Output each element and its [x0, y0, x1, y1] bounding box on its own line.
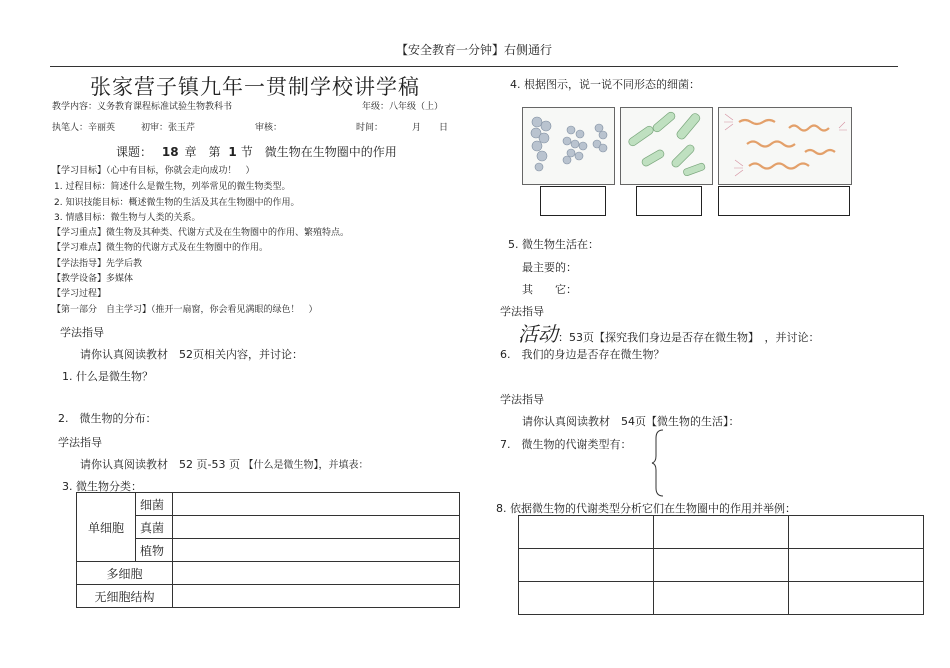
activity-label: 活动 — [518, 322, 558, 346]
spirilla-illustration — [719, 108, 851, 184]
question-8: 8. 依据微生物的代谢类型分析它们在生物圈中的作用并举例： — [496, 502, 796, 515]
study-guide-4: 学法指导 — [500, 393, 544, 406]
question-4: 4. 根据图示，说一说不同形态的细菌： — [510, 78, 700, 91]
answer-cell[interactable] — [519, 582, 654, 615]
study-guide-3: 学法指导 — [500, 305, 544, 318]
cell-multicellular: 多细胞 — [77, 562, 173, 585]
equipment: 【教学设备】多媒体 — [52, 274, 134, 284]
process: 【学习过程】 — [52, 289, 107, 299]
month-label: 月 — [412, 123, 422, 133]
chapter-number: 18 — [161, 145, 179, 159]
read-instruction-4: 请你认真阅读教材 54页【微生物的生活】： — [522, 415, 740, 428]
header-banner: 【安全教育一分钟】右侧通行 — [396, 43, 553, 57]
lesson-prefix: 课题： — [116, 145, 153, 159]
cell-plant: 植物 — [136, 539, 173, 562]
answer-cell[interactable] — [789, 582, 924, 615]
answer-cell[interactable] — [789, 516, 924, 549]
page-title: 张家营子镇九年一贯制学校讲学稿 — [90, 75, 420, 99]
answer-cell[interactable] — [173, 493, 460, 516]
goals-header: 【学习目标】（心中有目标，你就会走向成功！ ） — [52, 166, 255, 176]
cell-acellular: 无细胞结构 — [77, 585, 173, 608]
read-instruction-2-b: 【什么是微生物】，并填表： — [243, 460, 369, 471]
day-label: 日 — [439, 123, 449, 133]
answer-box-spirilla[interactable] — [718, 186, 850, 216]
answer-box-bacilli[interactable] — [636, 186, 702, 216]
read-instruction-1: 请你认真阅读教材 52页相关内容，并讨论： — [80, 348, 303, 361]
answer-cell[interactable] — [173, 585, 460, 608]
left-brace-icon — [650, 428, 666, 498]
role-table — [518, 515, 924, 615]
answer-cell[interactable] — [654, 516, 789, 549]
question-6: 6. 我们的身边是否存在微生物？ — [500, 348, 665, 361]
part-1-header: 【第一部分 自主学习】（推开一扇窗，你会看见满眼的绿色！ ） — [52, 305, 318, 315]
question-2: 2. 微生物的分布： — [58, 412, 157, 425]
writer-label: 执笔人：辛丽英 — [52, 123, 116, 133]
grade-label: 年级：八年级（上） — [362, 102, 444, 112]
section-word: 节 微生物在生物圈中的作用 — [240, 145, 397, 159]
answer-cell[interactable] — [173, 516, 460, 539]
bacilli-bacteria-image — [620, 107, 713, 185]
answer-cell[interactable] — [654, 549, 789, 582]
answer-box-cocci[interactable] — [540, 186, 606, 216]
answer-cell[interactable] — [789, 549, 924, 582]
question-5-main: 最主要的： — [522, 261, 577, 274]
question-5: 5. 微生物生活在： — [508, 238, 599, 251]
cell-unicellular: 单细胞 — [77, 493, 136, 562]
goal-1: 1. 过程目标：简述什么是微生物，列举常见的微生物类型。 — [54, 182, 291, 192]
key-points: 【学习重点】微生物及其种类、代谢方式及在生物圈中的作用、繁殖特点。 — [52, 228, 350, 238]
read-instruction-2 — [80, 456, 368, 472]
cocci-illustration — [523, 108, 614, 184]
answer-cell[interactable] — [519, 549, 654, 582]
study-guide-1: 学法指导 — [60, 326, 104, 339]
bacilli-illustration — [621, 108, 712, 184]
cell-fungi: 真菌 — [136, 516, 173, 539]
difficulty: 【学习难点】微生物的代谢方式及在生物圈中的作用。 — [52, 243, 269, 253]
time-label: 时间： — [356, 123, 384, 133]
method: 【学法指导】先学后教 — [52, 259, 143, 269]
activity-line — [518, 318, 820, 347]
question-1: 1. 什么是微生物？ — [62, 370, 153, 383]
answer-cell[interactable] — [173, 562, 460, 585]
read-instruction-2-a: 请你认真阅读教材 52 页-53 页 — [80, 458, 240, 471]
spirilla-bacteria-image — [718, 107, 852, 185]
section-number: 1 — [228, 145, 237, 159]
classification-table — [76, 492, 460, 608]
goal-2: 2. 知识技能目标：概述微生物的生活及其在生物圈中的作用。 — [54, 198, 300, 208]
answer-cell[interactable] — [519, 516, 654, 549]
study-guide-2: 学法指导 — [58, 436, 102, 449]
lesson-title — [116, 143, 397, 160]
question-5-other: 其 它： — [522, 283, 577, 296]
content-label: 教学内容：义务教育课程标准试验生物教科书 — [52, 102, 233, 112]
chapter-word: 章 第 — [184, 145, 221, 159]
first-review-label: 初审：张玉芹 — [141, 123, 196, 133]
answer-cell[interactable] — [654, 582, 789, 615]
header-rule — [50, 66, 898, 67]
question-3: 3. 微生物分类： — [62, 480, 142, 493]
goal-3: 3. 情感目标：微生物与人类的关系。 — [54, 213, 201, 223]
review-label: 审核： — [255, 123, 283, 133]
question-7: 7. 微生物的代谢类型有： — [500, 438, 632, 451]
cocci-bacteria-image — [522, 107, 615, 185]
cell-bacteria: 细菌 — [136, 493, 173, 516]
answer-cell[interactable] — [173, 539, 460, 562]
activity-text: ：53页【探究我们身边是否存在微生物】 ，并讨论： — [558, 331, 820, 344]
